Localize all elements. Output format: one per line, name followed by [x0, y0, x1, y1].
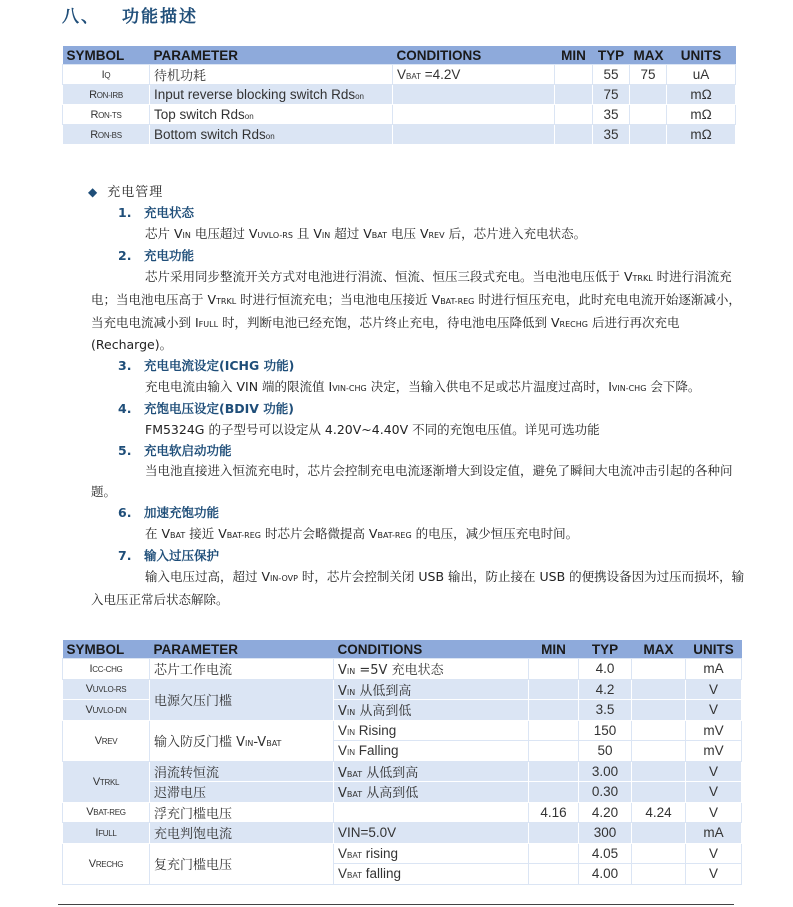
table-row	[63, 125, 736, 145]
max-cell	[632, 679, 686, 700]
item-title: 5. 充电软启动功能	[118, 442, 232, 458]
unit-cell: mΩ	[667, 125, 736, 145]
conditions-cell: VIN =5V 充电状态	[334, 659, 529, 680]
symbol-cell: VUVLO-RS	[63, 679, 150, 700]
table-row	[63, 782, 742, 803]
conditions-cell: VBAT 从低到高	[334, 761, 529, 782]
unit-cell: mΩ	[667, 105, 736, 125]
typ-cell: 4.00	[579, 864, 632, 885]
unit-cell: V	[686, 864, 742, 885]
unit-cell: mV	[686, 720, 742, 741]
table-row	[63, 85, 736, 105]
table-row	[63, 720, 742, 741]
header-symbol: SYMBOL	[63, 640, 150, 659]
typ-cell: 4.2	[579, 679, 632, 700]
min-cell	[529, 720, 579, 741]
typ-cell: 3.5	[579, 700, 632, 721]
symbol-cell: VUVLO-DN	[63, 700, 150, 721]
header-max: MAX	[630, 46, 667, 65]
header-min: MIN	[529, 640, 579, 659]
min-cell	[529, 741, 579, 762]
max-cell	[632, 782, 686, 803]
conditions-cell: VIN 从低到高	[334, 679, 529, 700]
typ-cell: 55	[593, 65, 630, 85]
item-title: 1. 充电状态	[118, 205, 195, 220]
paragraph: 输入电压过高，超过 VIN-OVP 时，芯片会控制关闭 USB 输出，防止接在 USB 的便携设备因为过压而损坏，输入电压正常后状态解除。	[91, 568, 745, 607]
typ-cell: 300	[579, 823, 632, 844]
section-heading: 功能描述	[122, 7, 198, 27]
header-min: MIN	[555, 46, 593, 65]
typ-cell: 4.0	[579, 659, 632, 680]
symbol-cell: RON-BS	[63, 125, 150, 145]
page-bottom-rule	[58, 904, 734, 905]
parameter-cell: Top switch Rdson	[150, 105, 393, 125]
table-header-row	[63, 640, 742, 659]
max-cell	[632, 823, 686, 844]
min-cell	[529, 782, 579, 803]
symbol-cell: VRECHG	[63, 843, 150, 884]
unit-cell: V	[686, 761, 742, 782]
item-title: 6. 加速充饱功能	[118, 504, 220, 520]
max-cell	[632, 864, 686, 885]
min-cell	[555, 105, 593, 125]
max-cell	[632, 659, 686, 680]
symbol-cell: IQ	[63, 65, 150, 85]
symbol-cell: VBAT-REG	[63, 802, 150, 823]
min-cell	[529, 843, 579, 864]
paragraph: 芯片采用同步整流开关方式对电池进行涓流、恒流、恒压三段式充电。当电池电压低于 VTRKL 时进行涓流充电；当电池电压高于 VTRKL 时进行恒流充电；当电池电压接近 VBAT-REG 时进行恒压充电，此时充电电流开始逐渐减小，当充电电流减小到 IFULL 时，判断电池已经充饱，芯片终止充电，待电池电压降低到 VRECHG 后进行再次充电(Recharge)。	[91, 269, 741, 353]
min-cell	[529, 659, 579, 680]
typ-cell: 4.05	[579, 843, 632, 864]
parameter-cell: 浮充门槛电压	[150, 802, 334, 823]
paragraph: 当电池直接进入恒流充电时，芯片会控制充电电流逐渐增大到设定值，避免了瞬间大电流冲击引起的各种问题。	[91, 463, 733, 500]
conditions-cell: VIN 从高到低	[334, 700, 529, 721]
conditions-cell	[334, 802, 529, 823]
unit-cell: V	[686, 782, 742, 803]
min-cell	[529, 679, 579, 700]
parameter-cell: 芯片工作电流	[150, 659, 334, 680]
table-row	[63, 823, 742, 844]
max-cell	[630, 85, 667, 105]
header-units: UNITS	[686, 640, 742, 659]
typ-cell: 35	[593, 105, 630, 125]
symbol-cell: RON-IRB	[63, 85, 150, 105]
conditions-cell: VBAT rising	[334, 843, 529, 864]
parameter-cell: Bottom switch Rdson	[150, 125, 393, 145]
table-row	[63, 679, 742, 700]
spec-table-1	[62, 46, 736, 145]
table-row	[63, 802, 742, 823]
max-cell: 75	[630, 65, 667, 85]
conditions-cell: VBAT =4.2V	[393, 65, 555, 85]
unit-cell: V	[686, 802, 742, 823]
diamond-bullet-icon: ◆	[88, 185, 98, 199]
max-cell	[632, 761, 686, 782]
min-cell	[529, 864, 579, 885]
typ-cell: 35	[593, 125, 630, 145]
typ-cell: 3.00	[579, 761, 632, 782]
unit-cell: V	[686, 679, 742, 700]
parameter-cell: 待机功耗	[150, 65, 393, 85]
paragraph: 芯片 VIN 电压超过 VUVLO-RS 且 VIN 超过 VBAT 电压 VREV 后，芯片进入充电状态。	[145, 225, 587, 241]
unit-cell: mA	[686, 823, 742, 844]
table-row	[63, 65, 736, 85]
table-header-row	[63, 46, 736, 65]
charge-management-content	[91, 203, 748, 610]
min-cell	[529, 700, 579, 721]
header-typ: TYP	[593, 46, 630, 65]
max-cell	[632, 741, 686, 762]
table-row	[63, 659, 742, 680]
table-row	[63, 761, 742, 782]
conditions-cell: VBAT falling	[334, 864, 529, 885]
min-cell	[555, 125, 593, 145]
unit-cell: V	[686, 843, 742, 864]
parameter-cell: 复充门槛电压	[150, 843, 334, 884]
item-title: 4. 充饱电压设定(BDIV 功能)	[118, 401, 295, 417]
unit-cell: mA	[686, 659, 742, 680]
conditions-cell: VIN Rising	[334, 720, 529, 741]
parameter-cell: 充电判饱电流	[150, 823, 334, 844]
parameter-cell: Input reverse blocking switch Rdson	[150, 85, 393, 105]
parameter-cell: 电源欠压门槛	[150, 679, 334, 720]
section-title	[62, 2, 198, 27]
max-cell	[630, 125, 667, 145]
parameter-cell: 输入防反门槛 VIN-VBAT	[150, 720, 334, 761]
max-cell	[632, 843, 686, 864]
conditions-cell: VIN=5.0V	[334, 823, 529, 844]
min-cell: 4.16	[529, 802, 579, 823]
parameter-cell: 涓流转恒流	[150, 761, 334, 782]
conditions-cell	[393, 125, 555, 145]
max-cell	[632, 720, 686, 741]
conditions-cell	[393, 85, 555, 105]
item-title: 7. 输入过压保护	[118, 548, 220, 564]
header-parameter: PARAMETER	[150, 46, 393, 65]
section-number: 八、	[62, 7, 100, 27]
unit-cell: mV	[686, 741, 742, 762]
conditions-cell	[393, 105, 555, 125]
spec-table-2	[62, 640, 742, 885]
max-cell: 4.24	[632, 802, 686, 823]
table-row	[63, 843, 742, 864]
item-title: 2. 充电功能	[118, 248, 195, 264]
typ-cell: 0.30	[579, 782, 632, 803]
unit-cell: V	[686, 700, 742, 721]
min-cell	[555, 85, 593, 105]
max-cell	[630, 105, 667, 125]
parameter-cell: 迟滞电压	[150, 782, 334, 803]
header-symbol: SYMBOL	[63, 46, 150, 65]
max-cell	[632, 700, 686, 721]
min-cell	[529, 761, 579, 782]
symbol-cell: RON-TS	[63, 105, 150, 125]
unit-cell: mΩ	[667, 85, 736, 105]
header-max: MAX	[632, 640, 686, 659]
symbol-cell: IFULL	[63, 823, 150, 844]
typ-cell: 150	[579, 720, 632, 741]
typ-cell: 4.20	[579, 802, 632, 823]
conditions-cell: VIN Falling	[334, 741, 529, 762]
item-title: 3. 充电电流设定(ICHG 功能)	[118, 357, 295, 373]
symbol-cell: ICC-CHG	[63, 659, 150, 680]
header-typ: TYP	[579, 640, 632, 659]
min-cell	[529, 823, 579, 844]
charge-management-heading: ◆ 充电管理	[88, 185, 164, 200]
header-conditions: CONDITIONS	[334, 640, 529, 659]
header-parameter: PARAMETER	[150, 640, 334, 659]
typ-cell: 50	[579, 741, 632, 762]
symbol-cell: VREV	[63, 720, 150, 761]
unit-cell: uA	[667, 65, 736, 85]
header-units: UNITS	[667, 46, 736, 65]
table-row	[63, 105, 736, 125]
header-conditions: CONDITIONS	[393, 46, 555, 65]
symbol-cell: VTRKL	[63, 761, 150, 802]
typ-cell: 75	[593, 85, 630, 105]
min-cell	[555, 65, 593, 85]
conditions-cell: VBAT 从高到低	[334, 782, 529, 803]
paragraph: 在 VBAT 接近 VBAT-REG 时芯片会略微提高 VBAT-REG 的电压，减少恒压充电时间。	[145, 525, 579, 541]
paragraph: FM5324G 的子型号可以设定从 4.20V~4.40V 不同的充饱电压值。详见可选功能	[145, 422, 600, 438]
paragraph: 充电电流由输入 VIN 端的限流值 IVIN-CHG 决定，当输入供电不足或芯片温度过高时，IVIN-CHG 会下降。	[145, 378, 701, 394]
